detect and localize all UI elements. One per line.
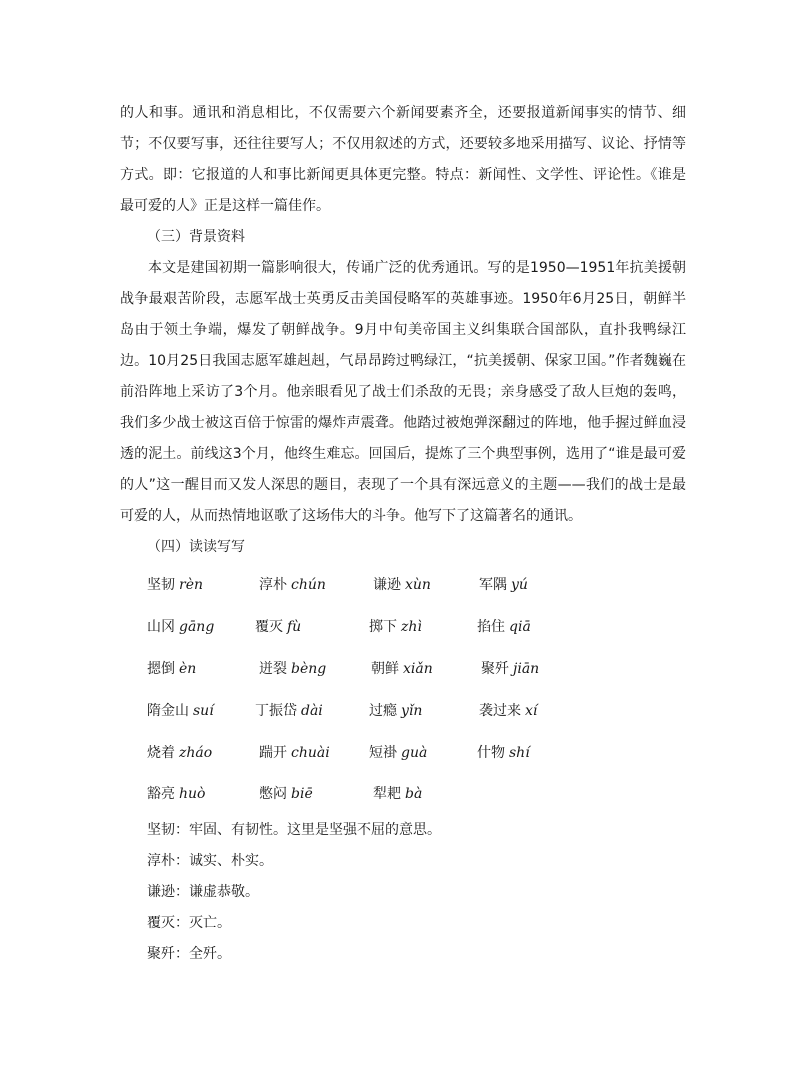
- vocab-row-6: [0, 779, 794, 809]
- section-3-heading: （三）背景资料: [147, 229, 245, 245]
- vocab-item: 憋闷 biē: [259, 786, 313, 802]
- vocab-item: 过瘾 yǐn: [369, 703, 423, 719]
- definition-line: 谦逊：谦虚恭敬。: [147, 884, 259, 900]
- definition-line: 淳朴：诚实、朴实。: [147, 853, 273, 869]
- background-paragraph: 本文是建国初期一篇影响很大，传诵广泛的优秀通讯。写的是1950—1951年抗美援朝战争最艰苦阶段，志愿军战士英勇反击美国侵略军的英雄事迹。1950年6月25日，朝鲜半岛由于领土争端，爆发了朝鲜战争。9月中旬美帝国主义纠集联合国部队，直扑我鸭绿江边。10月25日我国志愿军雄赳赳，气昂昂跨过鸭绿江，“抗美援朝、保家卫国。”作者魏巍在前沿阵地上采访了3个月。他亲眼看见了战士们杀敌的无畏；亲身感受了敌人巨炮的轰鸣，我们多少战士被这百倍于惊雷的爆炸声震聋。他踏过被炮弹深翻过的阵地，他手握过鲜血浸透的泥土。前线这3个月，他终生难忘。回国后，提炼了三个典型事例，选用了“谁是最可爱的人”这一醒目而又发人深思的题目，表现了一个具有深远意义的主题——我们的战士是最可爱的人，从而热情地讴歌了这场伟大的斗争。他写下了这篇著名的通讯。: [120, 260, 686, 524]
- vocab-item: 坚韧 rèn: [147, 577, 203, 593]
- vocab-row-2: [0, 612, 794, 642]
- vocab-item: 丁振岱 dài: [255, 703, 323, 719]
- vocab-item: 豁亮 huò: [147, 786, 206, 802]
- vocab-item: 烧着 zháo: [147, 745, 213, 761]
- vocab-item: 隋金山 suí: [147, 703, 214, 719]
- definition-line: 覆灭：灭亡。: [147, 915, 231, 931]
- vocab-item: 掷下 zhì: [369, 619, 422, 635]
- section-4-heading: （四）读读写写: [147, 539, 245, 555]
- vocab-item: 踹开 chuài: [259, 745, 330, 761]
- definition-line: 坚韧：牢固、有韧性。这里是坚强不屈的意思。: [147, 822, 441, 838]
- vocab-item: 犁耙 bà: [373, 786, 423, 802]
- vocab-item: 谦逊 xùn: [373, 577, 431, 593]
- vocab-item: 朝鲜 xiǎn: [371, 661, 433, 677]
- vocab-item: 摁倒 èn: [147, 661, 197, 677]
- vocab-item: 淳朴 chún: [259, 577, 326, 593]
- vocab-row-3: [0, 654, 794, 684]
- vocab-row-1: [0, 570, 794, 600]
- vocab-item: 短褂 guà: [369, 745, 428, 761]
- vocab-item: 军隅 yú: [479, 577, 528, 593]
- vocab-item: 迸裂 bèng: [259, 661, 327, 677]
- vocab-item: 袭过来 xí: [479, 703, 538, 719]
- definition-line: 聚歼：全歼。: [147, 946, 231, 962]
- vocab-item: 什物 shí: [477, 745, 530, 761]
- vocab-item: 覆灭 fù: [255, 619, 302, 635]
- vocab-row-4: [0, 696, 794, 726]
- vocab-item: 山冈 gāng: [147, 619, 215, 635]
- vocab-item: 聚歼 jiān: [481, 661, 540, 677]
- intro-paragraph: 的人和事。通讯和消息相比，不仅需要六个新闻要素齐全，还要报道新闻事实的情节、细节；不仅要写事，还往往要写人；不仅用叙述的方式，还要较多地采用描写、议论、抒情等方式。即：它报道的人和事比新闻更具体更完整。特点：新闻性、文学性、评论性。《谁是最可爱的人》正是这样一篇佳作。: [120, 105, 686, 214]
- vocab-item: 掐住 qiā: [477, 619, 531, 635]
- vocab-row-5: [0, 738, 794, 768]
